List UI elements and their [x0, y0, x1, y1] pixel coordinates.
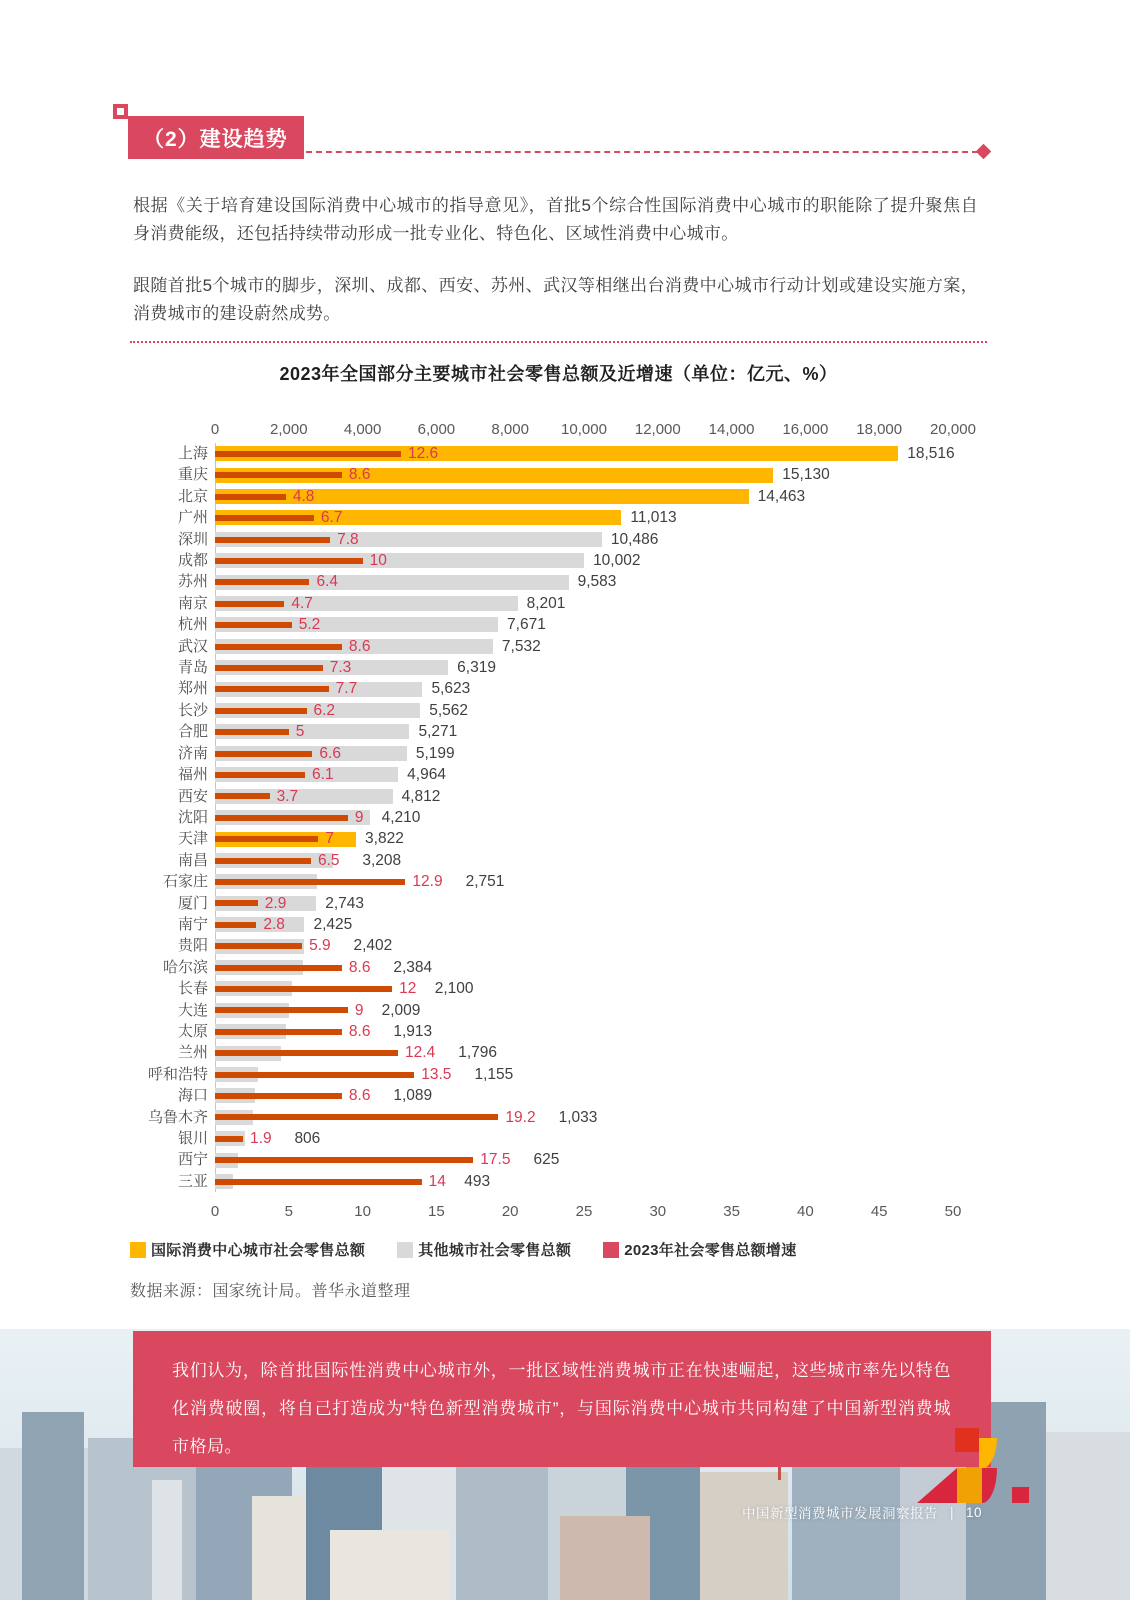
- footer-page-number: 10: [966, 1504, 983, 1520]
- row-plot: [215, 593, 953, 614]
- total-value-label: 11,013: [630, 509, 677, 527]
- growth-bar: [215, 1093, 342, 1099]
- chart-row-长沙: [130, 700, 1010, 721]
- bar-chart: [130, 407, 1010, 1228]
- growth-bar: [215, 622, 292, 628]
- city-label: 南昌: [177, 851, 208, 869]
- growth-bar: [215, 451, 401, 457]
- total-value-label: 3,822: [365, 830, 404, 848]
- growth-bar: [215, 472, 342, 478]
- growth-bar: [215, 1136, 243, 1142]
- city-label: 西宁: [177, 1151, 208, 1169]
- axis-tick-label: 16,000: [782, 421, 829, 438]
- row-plot: [215, 464, 953, 485]
- growth-value-label: 7.8: [337, 530, 359, 548]
- chart-row-南昌: [130, 850, 1010, 871]
- row-plot: [215, 443, 953, 464]
- growth-value-label: 7.3: [329, 659, 352, 677]
- total-value-label: 2,100: [434, 980, 474, 998]
- chart-row-上海: [130, 443, 1010, 464]
- city-label: 北京: [177, 487, 208, 505]
- row-plot: [215, 1085, 953, 1106]
- row-plot: [215, 700, 953, 721]
- axis-tick-label: 25: [575, 1203, 593, 1221]
- growth-bar: [215, 708, 307, 714]
- growth-bar: [215, 772, 305, 778]
- growth-bar: [215, 986, 392, 992]
- total-value-label: 4,210: [381, 808, 421, 826]
- city-label: 南京: [177, 594, 208, 612]
- row-plot: [215, 1171, 953, 1192]
- growth-value-label: 9: [354, 808, 364, 826]
- city-label: 西安: [177, 787, 208, 805]
- chart-row-哈尔滨: [130, 957, 1010, 978]
- total-value-label: 14,463: [757, 487, 806, 505]
- growth-value-label: 9: [354, 1001, 364, 1019]
- axis-tick-label: 20: [501, 1203, 519, 1221]
- row-plot: [215, 957, 953, 978]
- growth-bar: [215, 1179, 422, 1185]
- growth-bar: [215, 729, 289, 735]
- data-source-note: 数据来源：国家统计局。普华永道整理: [130, 1283, 411, 1300]
- dashed-divider: [306, 151, 978, 153]
- growth-value-label: 5.2: [298, 616, 321, 634]
- chart-row-石家庄: [130, 871, 1010, 892]
- growth-bar: [215, 1050, 398, 1056]
- city-label: 天津: [177, 830, 208, 848]
- chart-row-西安: [130, 786, 1010, 807]
- chart-row-贵阳: [130, 935, 1010, 956]
- row-plot: [215, 1064, 953, 1085]
- city-label: 厦门: [177, 894, 208, 912]
- corner-square-icon: [113, 104, 128, 119]
- city-label: 海口: [177, 1087, 208, 1105]
- legend-item: [397, 1239, 571, 1260]
- growth-bar: [215, 1072, 414, 1078]
- growth-value-label: 8.6: [348, 958, 371, 976]
- axis-tick-label: 18,000: [856, 421, 903, 438]
- growth-value-label: 5.9: [309, 937, 331, 955]
- chart-row-杭州: [130, 614, 1010, 635]
- row-plot: [215, 893, 953, 914]
- row-plot: [215, 636, 953, 657]
- total-value-label: 2,743: [325, 894, 364, 912]
- row-plot: [215, 743, 953, 764]
- city-label: 成都: [177, 552, 208, 570]
- chart-row-乌鲁木齐: [130, 1107, 1010, 1128]
- chart-row-福州: [130, 764, 1010, 785]
- growth-bar: [215, 515, 314, 521]
- axis-tick-label: 8,000: [491, 421, 529, 438]
- legend-swatch-icon: [603, 1242, 619, 1258]
- growth-value-label: 7.7: [335, 680, 358, 698]
- row-plot: [215, 828, 953, 849]
- row-plot: [215, 871, 953, 892]
- row-plot: [215, 571, 953, 592]
- growth-bar: [215, 686, 329, 692]
- section-banner: [128, 116, 304, 159]
- growth-bar: [215, 943, 302, 949]
- growth-value-label: 17.5: [480, 1151, 511, 1169]
- total-value-label: 15,130: [782, 466, 830, 484]
- row-plot: [215, 529, 953, 550]
- chart-title: 2023年全国部分主要城市社会零售总额及近增速（单位：亿元、%）: [279, 364, 838, 384]
- building: [560, 1516, 650, 1600]
- city-label: 石家庄: [162, 873, 208, 891]
- motif-orange-block-icon: [957, 1468, 982, 1503]
- total-value-label: 5,562: [429, 701, 469, 719]
- total-value-label: 1,913: [393, 1022, 433, 1040]
- city-label: 福州: [177, 766, 208, 784]
- axis-tick-label: 12,000: [634, 421, 681, 438]
- legend-label: 国际消费中心城市社会零售总额: [151, 1242, 366, 1259]
- row-plot: [215, 764, 953, 785]
- city-label: 三亚: [177, 1172, 208, 1190]
- growth-value-label: 1.9: [250, 1130, 272, 1147]
- city-label: 重庆: [177, 466, 208, 484]
- axis-tick-label: 40: [797, 1203, 814, 1221]
- total-value-label: 5,271: [418, 723, 458, 741]
- total-value-label: 625: [533, 1151, 560, 1169]
- axis-tick-label: 30: [649, 1203, 667, 1221]
- chart-row-重庆: [130, 464, 1010, 485]
- row-plot: [215, 614, 953, 635]
- axis-tick-label: 4,000: [343, 421, 382, 438]
- axis-tick-label: 20,000: [930, 421, 976, 438]
- building: [22, 1412, 84, 1600]
- growth-value-label: 12.6: [407, 445, 439, 462]
- city-label: 长春: [177, 980, 208, 998]
- axis-tick-label: 35: [723, 1203, 740, 1221]
- growth-value-label: 6.2: [313, 701, 336, 719]
- total-value-label: 5,199: [415, 744, 455, 762]
- growth-bar: [215, 793, 270, 799]
- building: [152, 1480, 182, 1600]
- row-plot: [215, 850, 953, 871]
- growth-value-label: 8.6: [348, 637, 371, 655]
- total-value-label: 7,532: [501, 637, 541, 655]
- growth-value-label: 12.4: [405, 1044, 436, 1062]
- city-label: 沈阳: [177, 808, 208, 826]
- axis-tick-label: 15: [428, 1203, 445, 1221]
- growth-bar: [215, 900, 258, 906]
- growth-value-label: 12.9: [412, 873, 443, 891]
- diamond-icon: [976, 144, 992, 160]
- chart-row-济南: [130, 743, 1010, 764]
- axis-tick-label: 0: [210, 1203, 220, 1221]
- intro-paragraph-1: 根据《关于培育建设国际消费中心城市的指导意见》，首批5个综合性国际消费中心城市的职能除了提升聚焦自身消费能级，还包括持续带动形成一批专业化、特色化、区域性消费中心城市。: [133, 196, 978, 243]
- growth-value-label: 6.7: [320, 509, 343, 527]
- motif-red-square-icon: [955, 1428, 979, 1452]
- growth-bar: [215, 665, 323, 671]
- chart-row-南京: [130, 593, 1010, 614]
- chart-rows: [130, 443, 1010, 1192]
- growth-value-label: 2.8: [263, 915, 285, 933]
- row-plot: [215, 1000, 953, 1021]
- city-label: 武汉: [177, 637, 208, 655]
- row-plot: [215, 678, 953, 699]
- growth-bar: [215, 601, 284, 607]
- growth-bar: [215, 965, 342, 971]
- city-label: 青岛: [177, 659, 208, 677]
- city-label: 大连: [177, 1001, 208, 1019]
- axis-tick-label: 2,000: [270, 421, 308, 438]
- city-label: 郑州: [177, 680, 208, 698]
- city-label: 南宁: [177, 915, 208, 933]
- section-title: （2）建设趋势: [143, 127, 288, 151]
- row-plot: [215, 1107, 953, 1128]
- motif-small-red-square-icon: [1012, 1487, 1029, 1503]
- chart-row-天津: [130, 828, 1010, 849]
- chart-row-成都: [130, 550, 1010, 571]
- chart-row-武汉: [130, 636, 1010, 657]
- legend-label: 2023年社会零售总额增速: [624, 1242, 797, 1259]
- row-plot: [215, 935, 953, 956]
- growth-value-label: 6.5: [317, 851, 340, 869]
- growth-bar: [215, 751, 312, 757]
- total-value-label: 7,671: [507, 616, 546, 634]
- total-value-label: 2,384: [393, 958, 433, 976]
- growth-bar: [215, 836, 318, 842]
- total-value-label: 5,623: [431, 680, 471, 698]
- growth-value-label: 19.2: [505, 1108, 536, 1126]
- growth-bar: [215, 922, 256, 928]
- growth-bar: [215, 558, 363, 564]
- axis-tick-label: 10,000: [561, 421, 607, 438]
- growth-value-label: 14: [428, 1172, 446, 1190]
- footer-separator: |: [950, 1504, 955, 1520]
- chart-row-长春: [130, 978, 1010, 999]
- total-value-label: 2,425: [313, 915, 353, 933]
- footer-report-title: 中国新型消费城市发展洞察报告: [742, 1506, 938, 1521]
- chart-row-合肥: [130, 721, 1010, 742]
- legend-item: [603, 1239, 796, 1260]
- chart-legend: [130, 1239, 797, 1260]
- chart-row-银川: [130, 1128, 1010, 1149]
- chart-row-海口: [130, 1085, 1010, 1106]
- growth-value-label: 3.7: [276, 787, 299, 805]
- legend-label: 其他城市社会零售总额: [418, 1242, 572, 1259]
- total-value-label: 493: [464, 1172, 491, 1190]
- chart-row-北京: [130, 486, 1010, 507]
- total-value-label: 2,751: [465, 873, 505, 891]
- intro-paragraph-2: 跟随首批5个城市的脚步，深圳、成都、西安、苏州、武汉等相继出台消费中心城市行动计划或建设实施方案，消费城市的建设蔚然成势。: [133, 276, 978, 323]
- city-label: 合肥: [177, 723, 208, 741]
- axis-tick-label: 10: [354, 1203, 371, 1221]
- total-value-label: 6,319: [457, 659, 496, 677]
- growth-bar: [215, 1114, 498, 1120]
- chart-row-南宁: [130, 914, 1010, 935]
- total-value-label: 9,583: [577, 573, 617, 591]
- building: [1046, 1432, 1130, 1600]
- page-footer: [742, 1502, 982, 1522]
- total-value-label: 1,155: [474, 1065, 514, 1083]
- growth-value-label: 6.6: [319, 744, 341, 762]
- axis-tick-label: 5: [284, 1203, 293, 1221]
- growth-value-label: 7: [325, 830, 334, 848]
- chart-row-呼和浩特: [130, 1064, 1010, 1085]
- growth-value-label: 2.9: [264, 894, 287, 912]
- axis-tick-label: 6,000: [417, 421, 456, 438]
- total-value-label: 2,009: [381, 1001, 421, 1019]
- growth-value-label: 13.5: [421, 1065, 452, 1083]
- growth-bar: [215, 644, 342, 650]
- total-value-label: 806: [294, 1130, 321, 1147]
- growth-value-label: 8.6: [348, 1022, 371, 1040]
- total-value-label: 10,002: [593, 552, 641, 570]
- growth-value-label: 6.4: [316, 573, 339, 591]
- city-label: 长沙: [177, 701, 208, 719]
- row-plot: [215, 914, 953, 935]
- row-plot: [215, 657, 953, 678]
- city-label: 上海: [177, 445, 208, 462]
- growth-bar: [215, 537, 330, 543]
- axis-tick-label: 50: [944, 1203, 962, 1221]
- axis-tick-label: 45: [870, 1203, 888, 1221]
- chart-row-郑州: [130, 678, 1010, 699]
- dotted-divider: [130, 341, 987, 343]
- chart-row-青岛: [130, 657, 1010, 678]
- growth-bar: [215, 579, 309, 585]
- legend-swatch-icon: [130, 1242, 146, 1258]
- total-value-label: 10,486: [610, 530, 659, 548]
- city-label: 深圳: [177, 530, 208, 548]
- row-plot: [215, 507, 953, 528]
- chart-row-西宁: [130, 1149, 1010, 1170]
- row-plot: [215, 1042, 953, 1063]
- axis-tick-label: 14,000: [708, 421, 755, 438]
- insight-text: 我们认为，除首批国际性消费中心城市外，一批区域性消费城市正在快速崛起，这些城市率先以特色化消费破圈，将自己打造成为“特色新型消费城市”，与国际消费中心城市共同构建了中国新型消费城市格局。: [172, 1361, 951, 1456]
- total-value-label: 1,089: [393, 1087, 433, 1105]
- insight-callout: [133, 1331, 991, 1467]
- axis-tick-label: 0: [210, 421, 220, 438]
- legend-item: [130, 1239, 365, 1260]
- row-plot: [215, 486, 953, 507]
- growth-value-label: 4.7: [291, 594, 313, 612]
- city-label: 兰州: [177, 1044, 208, 1062]
- city-label: 苏州: [177, 573, 208, 591]
- total-value-label: 8,201: [526, 594, 566, 612]
- growth-bar: [215, 1157, 473, 1163]
- city-label: 杭州: [177, 616, 208, 634]
- growth-bar: [215, 879, 405, 885]
- city-label: 贵阳: [177, 937, 208, 955]
- city-label: 呼和浩特: [147, 1065, 208, 1083]
- chart-row-大连: [130, 1000, 1010, 1021]
- legend-swatch-icon: [397, 1242, 413, 1258]
- total-value-label: 2,402: [353, 937, 393, 955]
- total-value-label: 3,208: [362, 851, 402, 869]
- total-value-label: 4,812: [401, 787, 441, 805]
- city-label: 济南: [177, 744, 208, 762]
- growth-value-label: 4.8: [292, 487, 315, 505]
- city-label: 银川: [177, 1130, 208, 1147]
- city-label: 广州: [177, 509, 208, 527]
- chart-row-厦门: [130, 893, 1010, 914]
- total-value-label: 4,964: [407, 766, 446, 784]
- chart-row-兰州: [130, 1042, 1010, 1063]
- city-label: 太原: [177, 1022, 208, 1040]
- growth-value-label: 8.6: [348, 466, 371, 484]
- growth-bar: [215, 1007, 348, 1013]
- total-value-label: 18,516: [907, 445, 955, 462]
- building: [330, 1530, 450, 1600]
- growth-value-label: 6.1: [312, 766, 334, 784]
- row-plot: [215, 550, 953, 571]
- value-axis-top: [130, 407, 1010, 443]
- chart-row-太原: [130, 1021, 1010, 1042]
- row-plot: [215, 721, 953, 742]
- growth-bar: [215, 1029, 342, 1035]
- row-plot: [215, 807, 953, 828]
- growth-axis-bottom: [130, 1192, 1010, 1228]
- chart-row-深圳: [130, 529, 1010, 550]
- row-plot: [215, 1128, 953, 1149]
- chart-row-沈阳: [130, 807, 1010, 828]
- growth-value-label: 12: [399, 980, 417, 998]
- chart-row-苏州: [130, 571, 1010, 592]
- row-plot: [215, 1149, 953, 1170]
- city-label: 哈尔滨: [162, 958, 208, 976]
- row-plot: [215, 786, 953, 807]
- total-value-label: 1,796: [458, 1044, 498, 1062]
- chart-row-三亚: [130, 1171, 1010, 1192]
- growth-value-label: 5: [295, 723, 305, 741]
- row-plot: [215, 978, 953, 999]
- growth-bar: [215, 494, 286, 500]
- growth-bar: [215, 858, 311, 864]
- growth-bar: [215, 815, 348, 821]
- building: [700, 1472, 788, 1600]
- chart-row-广州: [130, 507, 1010, 528]
- row-plot: [215, 1021, 953, 1042]
- growth-value-label: 10: [369, 552, 387, 570]
- growth-value-label: 8.6: [348, 1087, 371, 1105]
- city-label: 乌鲁木齐: [147, 1108, 208, 1126]
- total-value-label: 1,033: [558, 1108, 598, 1126]
